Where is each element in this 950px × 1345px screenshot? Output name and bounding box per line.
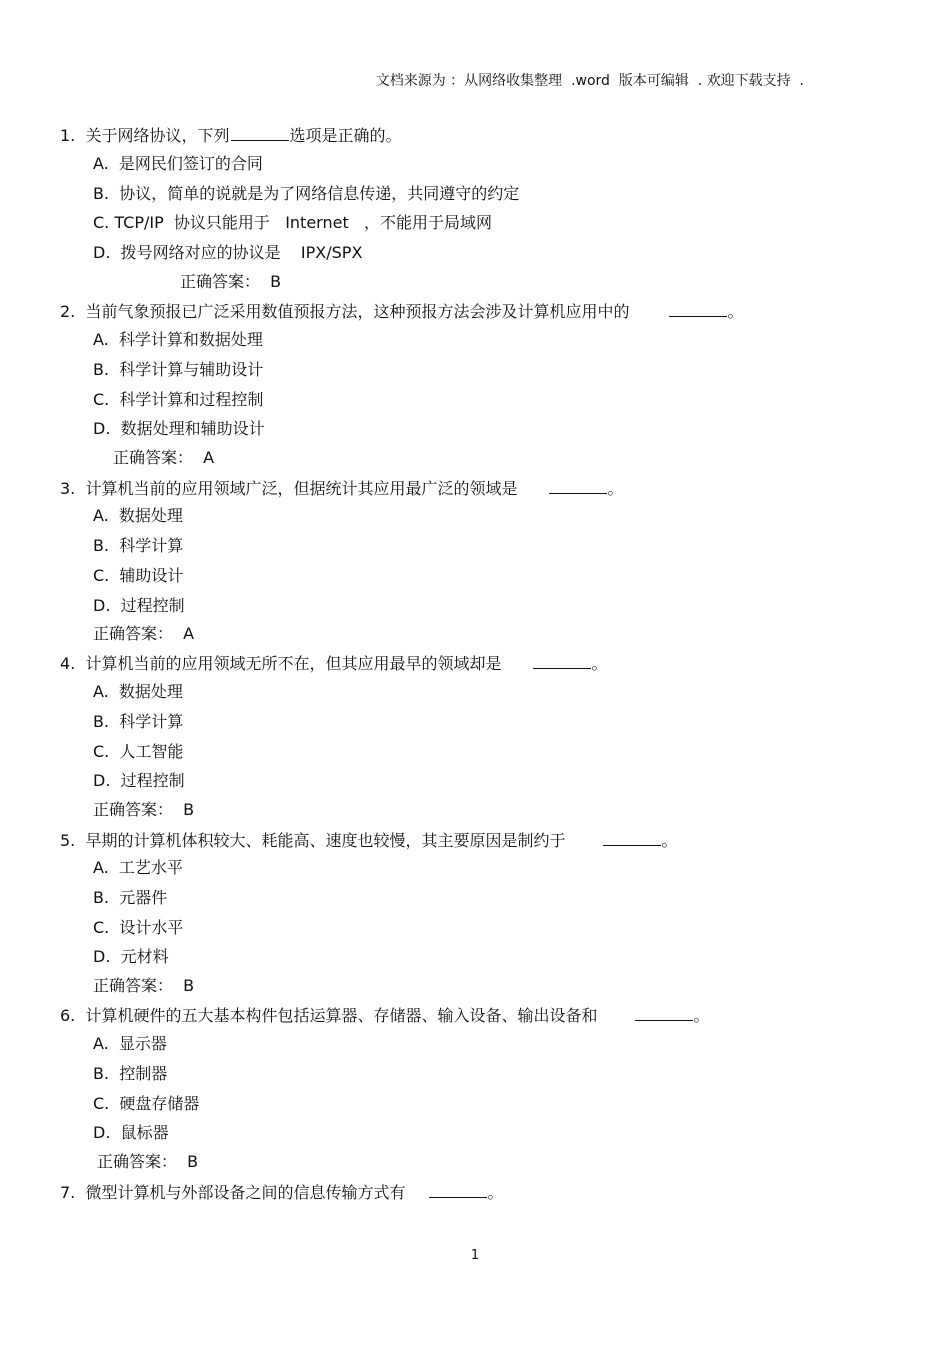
answer-blank <box>603 830 661 846</box>
question-stem: 3. 计算机当前的应用领域广泛，但据统计其应用最广泛的领域是 。 <box>60 479 624 498</box>
question-stem: 7. 微型计算机与外部设备之间的信息传输方式有 。 <box>60 1183 504 1202</box>
option-b: B. 控制器 <box>93 1064 168 1083</box>
question-stem: 2. 当前气象预报已广泛采用数值预报方法，这种预报方法会涉及计算机应用中的 。 <box>60 302 744 321</box>
option-a: A. 数据处理 <box>93 682 183 701</box>
question-stem: 4. 计算机当前的应用领域无所不在，但其应用最早的领域却是 。 <box>60 654 608 673</box>
option-d: D. 拨号网络对应的协议是 IPX/SPX <box>93 243 363 262</box>
option-b: B. 协议，简单的说就是为了网络信息传递，共同遵守的约定 <box>93 184 520 203</box>
correct-answer: 正确答案： B <box>93 800 195 819</box>
answer-blank <box>669 301 727 317</box>
option-b: B. 科学计算与辅助设计 <box>93 360 264 379</box>
correct-answer: 正确答案： A <box>113 448 215 467</box>
correct-answer: 正确答案： A <box>93 624 195 643</box>
option-d: D. 元材料 <box>93 947 169 966</box>
question-stem: 6. 计算机硬件的五大基本构件包括运算器、存储器、输入设备、输出设备和 。 <box>60 1006 710 1025</box>
option-b: B. 元器件 <box>93 888 168 907</box>
correct-answer: 正确答案： B <box>93 976 195 995</box>
question-stem: 1. 关于网络协议，下列 选项是正确的。 <box>60 126 402 145</box>
option-d: D. 过程控制 <box>93 771 185 790</box>
answer-blank <box>231 125 289 141</box>
answer-blank <box>549 478 607 494</box>
option-a: A. 是网民们签订的合同 <box>93 154 263 173</box>
option-d: D. 鼠标器 <box>93 1123 169 1142</box>
option-a: A. 显示器 <box>93 1034 167 1053</box>
page-number: 1 <box>470 1248 480 1263</box>
option-a: A. 数据处理 <box>93 506 183 525</box>
option-c: C. 设计水平 <box>93 918 184 937</box>
option-c: C. TCP/IP 协议只能用于 Internet ，不能用于局域网 <box>93 213 492 232</box>
correct-answer: 正确答案： B <box>97 1152 199 1171</box>
option-c: C. 硬盘存储器 <box>93 1094 200 1113</box>
option-d: D. 数据处理和辅助设计 <box>93 419 265 438</box>
option-b: B. 科学计算 <box>93 712 184 731</box>
option-c: C. 人工智能 <box>93 742 184 761</box>
correct-answer: 正确答案： B <box>180 272 282 291</box>
question-stem: 5. 早期的计算机体积较大、耗能高、速度也较慢，其主要原因是制约于 。 <box>60 831 678 850</box>
answer-blank <box>429 1182 487 1198</box>
answer-blank <box>635 1005 693 1021</box>
page-header: 文档来源为 ：从网络收集整理 .word 版本可编辑 . 欢迎下载支持 . <box>375 73 804 89</box>
option-c: C. 科学计算和过程控制 <box>93 390 264 409</box>
option-d: D. 过程控制 <box>93 596 185 615</box>
option-b: B. 科学计算 <box>93 536 184 555</box>
option-a: A. 科学计算和数据处理 <box>93 330 263 349</box>
answer-blank <box>533 653 591 669</box>
option-a: A. 工艺水平 <box>93 858 183 877</box>
option-c: C. 辅助设计 <box>93 566 184 585</box>
